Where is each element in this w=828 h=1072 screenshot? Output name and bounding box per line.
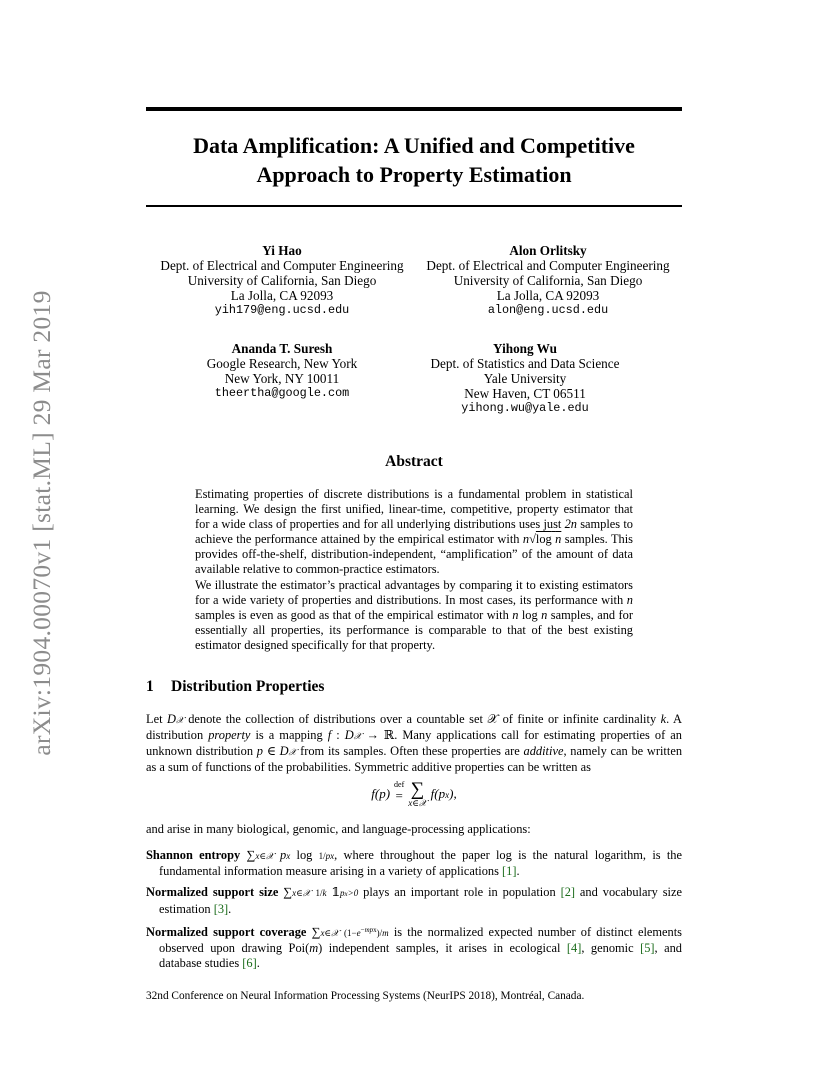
section-heading [146,678,324,696]
section-paragraph: Let D𝒳 denote the collection of distributions over a countable set 𝒳 of finite or infinite cardinality k. A distribution property is a mapping f : D𝒳 → ℝ. Many applications call for estimating properties of an unknown distribution p ∈ D𝒳 from its samples. Often these properties are additive, namely can be written as a sum of functions of the probabilities. Symmetric additive properties can be written as [146,712,683,775]
author-affiliation: La Jolla, CA 92093 [230,288,334,303]
author-name: Ananda T. Suresh [231,341,333,356]
definition-term: Normalized support coverage [146,925,307,939]
author-affiliation: La Jolla, CA 92093 [496,288,600,303]
author-name: Alon Orlitsky [509,243,587,258]
top-rule [146,107,682,111]
citation-link[interactable]: [4] [566,941,582,956]
equation: f(p) def = ∑ x∈𝒳 f(px), [371,779,457,808]
arxiv-stamp: arXiv:1904.00070v1 [stat.ML] 29 Mar 2019 [27,290,56,756]
paper-title [146,131,682,189]
definition-shannon-entropy: Shannon entropy ∑x∈𝒳 px log 1/px, where throughout the paper log is the natural logarithm, is the fundamental information measure arising in a variety of applications [1]. [146,848,682,879]
abstract-heading: Abstract [385,453,443,470]
citation-link[interactable]: [1] [502,864,517,879]
citation-link[interactable]: [3] [213,902,229,917]
section-number: 1 [146,678,154,695]
author-name: Yi Hao [262,243,302,258]
author-name: Yihong Wu [493,341,557,356]
author-email: yihong.wu@yale.edu [461,401,589,415]
author-affiliation: Dept. of Electrical and Computer Engineering [426,258,670,273]
author-affiliation: New Haven, CT 06511 [464,386,586,401]
title-bottom-rule [146,205,682,207]
conference-footer: 32nd Conference on Neural Information Processing Systems (NeurIPS 2018), Montréal, Canada. [146,990,585,1002]
author-affiliation: Yale University [483,371,567,386]
author-block-4 [389,341,661,416]
author-block-1 [146,243,418,318]
author-affiliation: Dept. of Statistics and Data Science [430,356,620,371]
definition-support-size: Normalized support size ∑x∈𝒳 1/k 𝟙px>0 plays an important role in population [2] and vocabulary size estimation [3]. [146,885,682,917]
author-affiliation: New York, NY 10011 [224,371,340,386]
title-line-1: Data Amplification: A Unified and Competitive [193,133,635,158]
author-email: alon@eng.ucsd.edu [487,303,609,317]
citation-link[interactable]: [2] [560,885,576,899]
definition-term: Shannon entropy [146,848,241,862]
author-affiliation: Google Research, New York [206,356,358,371]
author-email: theertha@google.com [214,386,350,400]
definition-term: Normalized support size [146,885,279,899]
author-block-3 [146,341,418,401]
title-line-2: Approach to Property Estimation [256,162,572,187]
citation-link[interactable]: [5] [640,941,655,956]
author-affiliation: Dept. of Electrical and Computer Engineering [160,258,404,273]
author-affiliation: University of California, San Diego [453,273,643,288]
author-email: yih179@eng.ucsd.edu [214,303,350,317]
abstract-body: Estimating properties of discrete distributions is a fundamental problem in statistical learning. We design the first unified, linear-time, competitive, property estimator that for a wide class of properties and for all underlying distributions uses just 2n samples to achieve the performance attained by the empirical estimator with n√log n samples. This provides off-the-shelf, distribution-independent, “amplification” of the amount of data available relative to common-practice estimators. We illustrate the estimator’s practical advantages by comparing it to existing estimators for a wide variety of properties and distributions. In most cases, its performance with n samples is even as good as that of the empirical estimator with n log n samples, and for essentially all properties, its performance is comparable to that of the best existing estimator designed specifically for that property. [195,487,634,652]
after-equation-text: and arise in many biological, genomic, and language-processing applications: [146,822,531,836]
author-block-2 [412,243,684,318]
author-affiliation: University of California, San Diego [187,273,377,288]
citation-link[interactable]: [6] [242,956,257,971]
definition-support-coverage: Normalized support coverage ∑x∈𝒳 $(1-e^{-mpx})/m$ is the normalized expected number of distinct elements observed upon drawing Poi(m) independent samples, it arises in ecological [4], genomic [5], and database studies [6]. [146,925,683,971]
section-title: Distribution Properties [171,678,325,695]
